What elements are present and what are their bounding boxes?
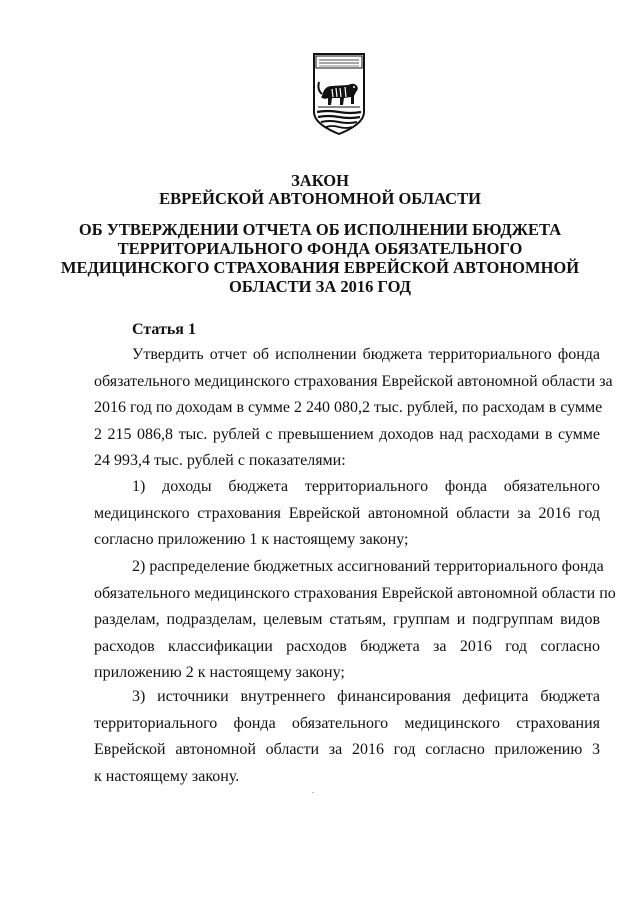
tiger-coat-of-arms-icon [310,52,368,136]
paragraph-line: 1) доходы бюджета территориального фонда обязательного [132,478,600,495]
paragraph-line: расходов классификации расходов бюджета за 2016 год согласно [94,637,600,655]
document-title: ЗАКОН [291,171,349,190]
article-heading: Статья 1 [132,321,196,338]
subtitle-line: ОБ УТВЕРЖДЕНИИ ОТЧЕТА ОБ ИСПОЛНЕНИИ БЮДЖЕТА [78,220,562,239]
subtitle-line: ОБЛАСТИ ЗА 2016 ГОД [229,277,411,296]
paragraph-line: обязательного медицинского страхования Еврейской автономной области по [94,584,616,602]
article-item-1 [94,474,600,554]
article-item-3 [94,684,600,790]
paragraph-line: 2) распределение бюджетных ассигнований территориального фонда [132,558,604,575]
subtitle-line: МЕДИЦИНСКОГО СТРАХОВАНИЯ ЕВРЕЙСКОЙ АВТОНОМНОЙ [60,258,580,277]
paragraph-line: к настоящему закону. [94,767,240,785]
paragraph-line: 2 215 086,8 тыс. рублей с превышением доходов над расходами в сумме [94,425,600,443]
document-region: ЕВРЕЙСКОЙ АВТОНОМНОЙ ОБЛАСТИ [159,189,481,208]
subtitle-line: ТЕРРИТОРИАЛЬНОГО ФОНДА ОБЯЗАТЕЛЬНОГО [117,239,523,258]
paragraph-line: приложению 2 к настоящему закону; [94,664,345,681]
page-mark [312,792,314,793]
document-subtitle [0,220,640,296]
paragraph-line: медицинского страхования Еврейской автономной области за 2016 год [94,504,600,522]
paragraph-line: 3) источники внутреннего финансирования дефицита бюджета [132,688,600,705]
paragraph-line: 24 993,4 тыс. рублей с показателями: [94,452,346,469]
coat-of-arms-emblem [310,52,368,136]
paragraph-line: согласно приложению 1 к настоящему закону; [94,531,409,548]
paragraph-line: Утвердить отчет об исполнении бюджета территориального фонда [132,346,600,363]
article-paragraph-intro [94,342,613,475]
paragraph-line: разделам, подразделам, целевым статьям, группам и подгруппам видов [94,611,600,628]
paragraph-line: обязательного медицинского страхования Еврейской автономной области за [94,372,613,390]
paragraph-line: территориального фонда обязательного медицинского страхования [94,714,600,732]
article-item-2 [94,554,616,687]
paragraph-line: Еврейской автономной области за 2016 год согласно приложению 3 [94,741,600,758]
paragraph-line: 2016 год по доходам в сумме 2 240 080,2 тыс. рублей, по расходам в сумме [94,399,603,416]
